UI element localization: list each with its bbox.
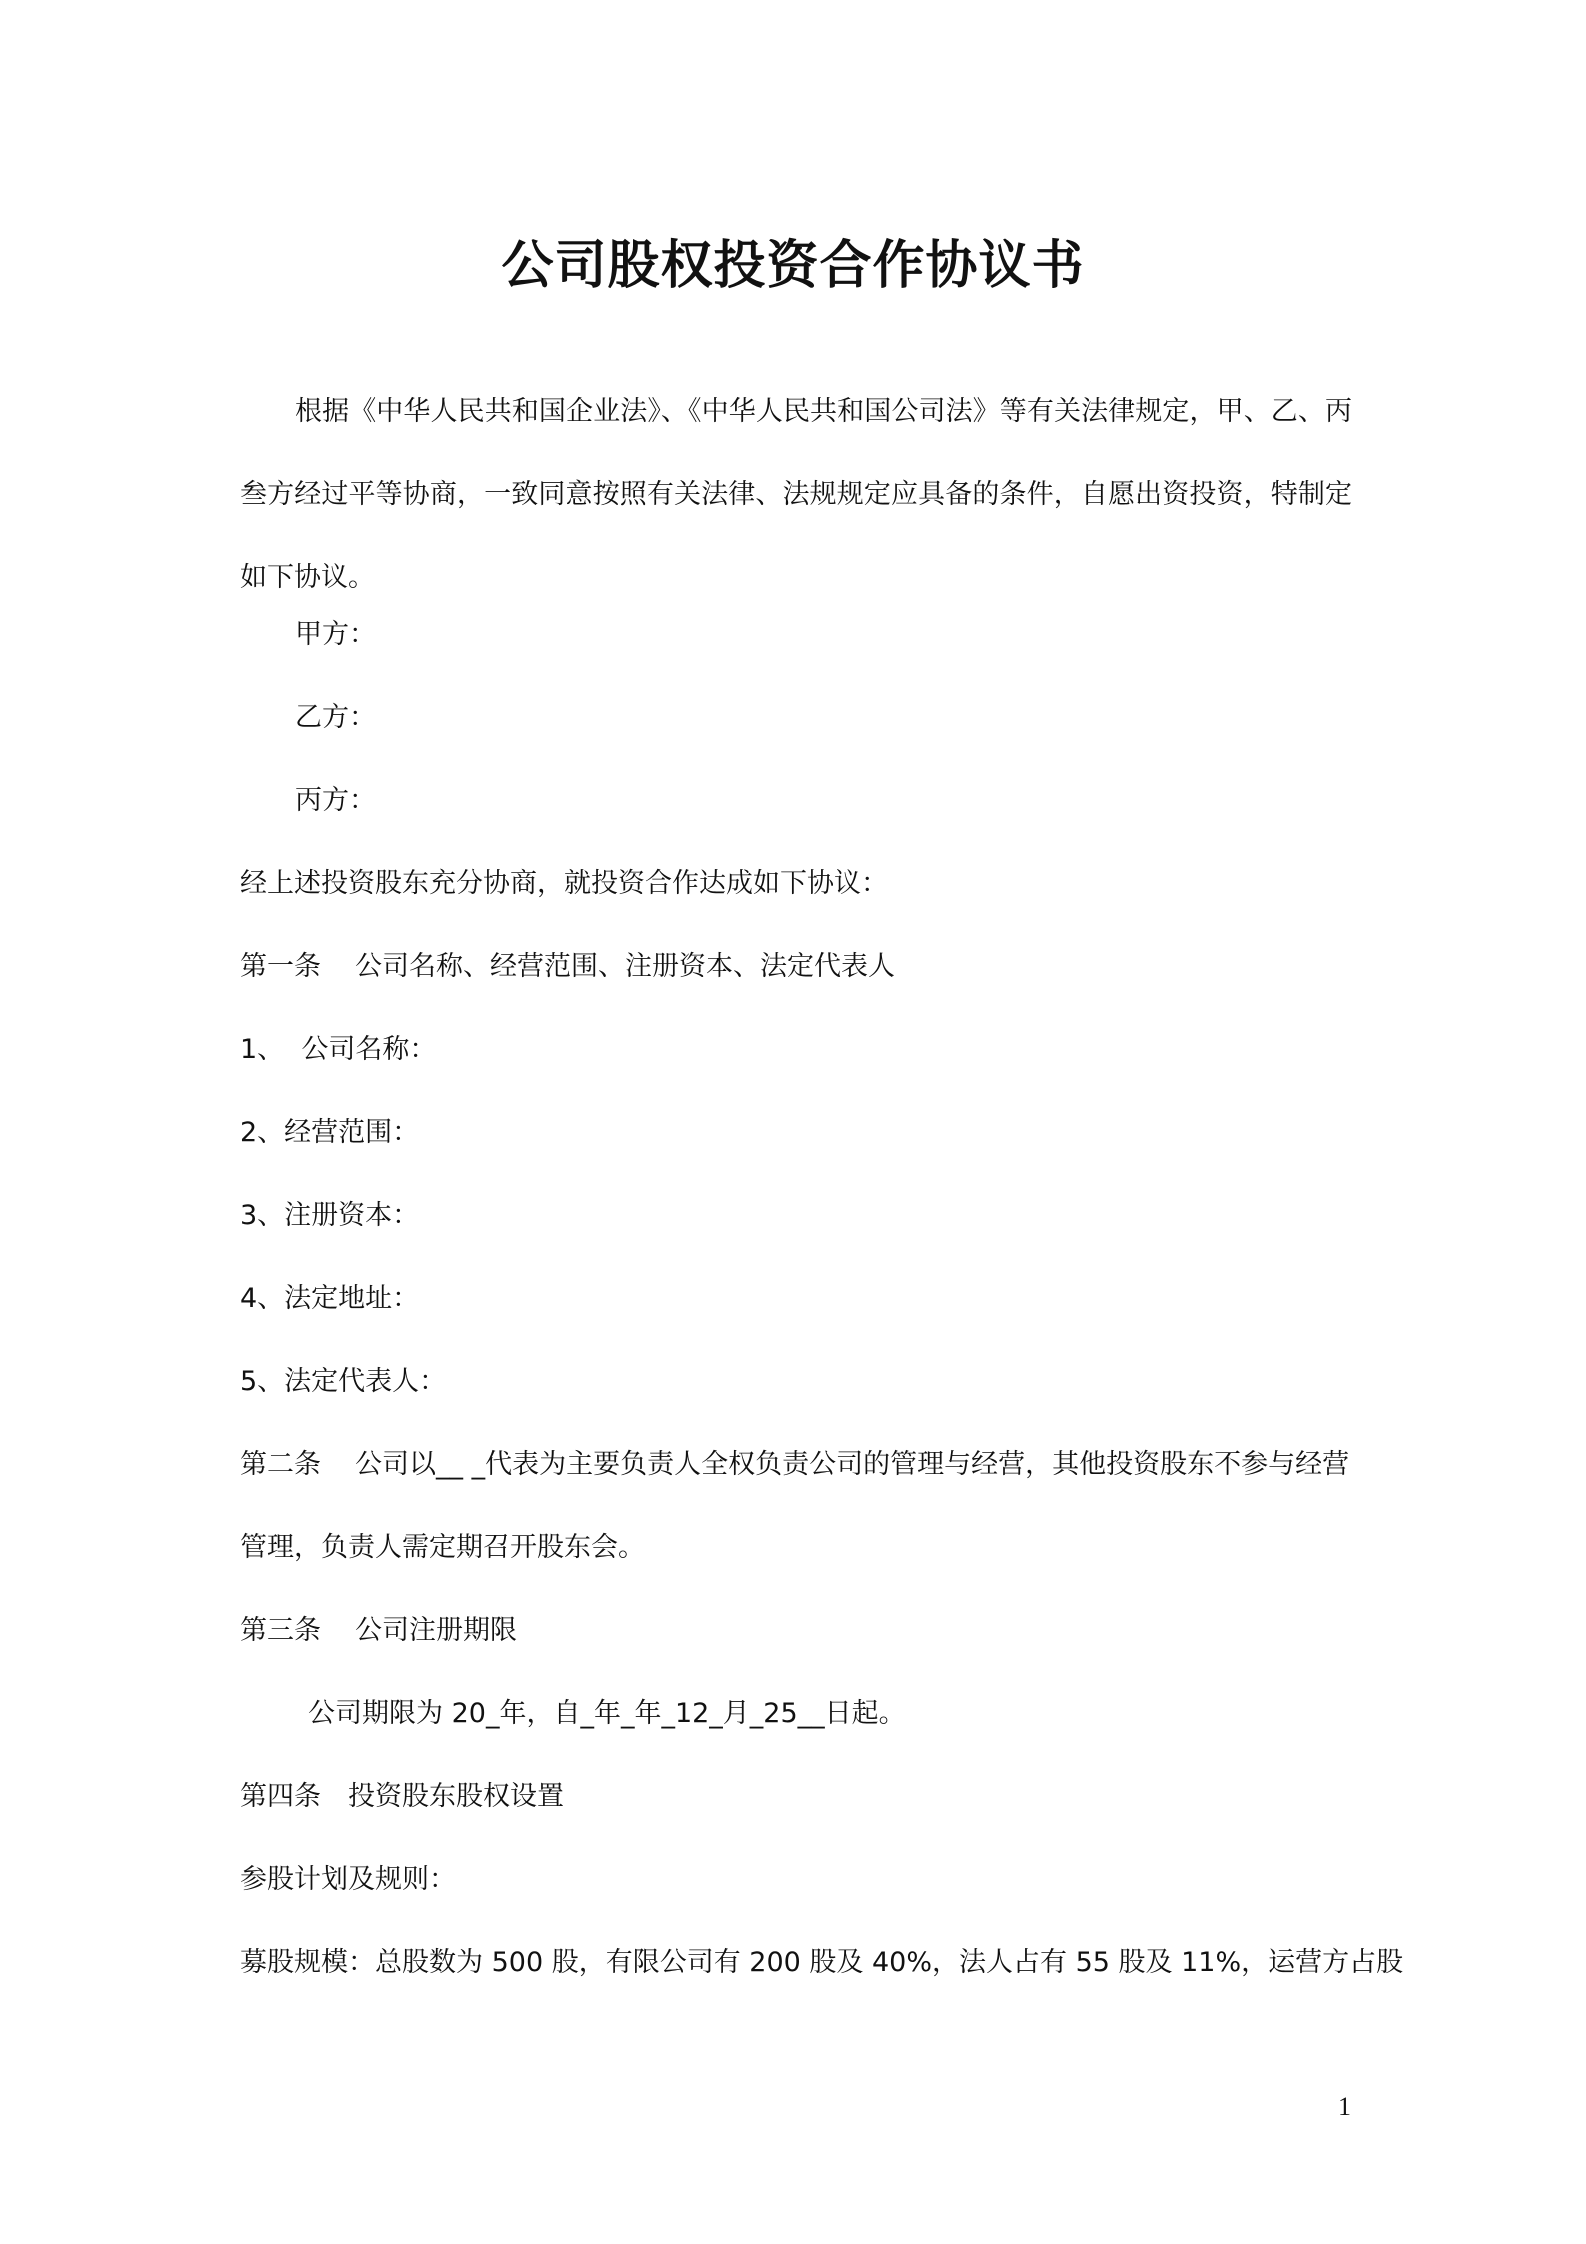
article-4-title: 投资股东股权设置 [348, 1781, 564, 1812]
article-1-heading [240, 947, 895, 987]
article-4-heading [240, 1777, 564, 1817]
article-3-heading [240, 1611, 517, 1651]
article-3-body: 公司期限为 20_年，自_年_年_12_月_25__日起。 [308, 1698, 906, 1729]
article-2-label: 第二条 [240, 1449, 321, 1480]
article-1-item: 3、注册资本： [240, 1200, 420, 1231]
article-4-label: 第四条 [240, 1781, 321, 1812]
party-a-line: 甲方： [295, 619, 376, 650]
document-title: 公司股权投资合作协议书 [501, 236, 1085, 296]
article-1-title: 公司名称、经营范围、注册资本、法定代表人 [355, 951, 895, 982]
article-1-item: 1、 公司名称： [240, 1034, 437, 1065]
article-1-item: 2、经营范围： [240, 1117, 420, 1148]
preamble-paragraph: 根据《中华人民共和国企业法》、《中华人民共和国公司法》等有关法律规定，甲、乙、丙叁方经过平等协商，一致同意按照有关法律、法规规定应具备的条件，自愿出资投资，特制定如下协议。 [240, 396, 1352, 593]
article-3-label: 第三条 [240, 1615, 321, 1646]
party-b-line: 乙方： [295, 702, 376, 733]
article-1-label: 第一条 [240, 951, 321, 982]
article-1-item: 4、法定地址： [240, 1283, 420, 1314]
article-2-line-2: 管理，负责人需定期召开股东会。 [240, 1532, 645, 1563]
article-1-item: 5、法定代表人： [240, 1366, 447, 1397]
page-number: 1 [1338, 2092, 1351, 2121]
party-c-line: 丙方： [295, 785, 376, 816]
article-3-title: 公司注册期限 [355, 1615, 517, 1646]
article-2-text: 公司以__ _代表为主要负责人全权负责公司的管理与经营，其他投资股东不参与经营 [355, 1449, 1350, 1480]
agreement-intro: 经上述投资股东充分协商，就投资合作达成如下协议： [240, 868, 888, 899]
article-2-line-1 [240, 1445, 1349, 1485]
share-plan-label: 参股计划及规则： [240, 1864, 456, 1895]
share-scale-text: 募股规模：总股数为 500 股，有限公司有 200 股及 40%，法人占有 55 股及 11%，运营方占股 [240, 1947, 1404, 1978]
